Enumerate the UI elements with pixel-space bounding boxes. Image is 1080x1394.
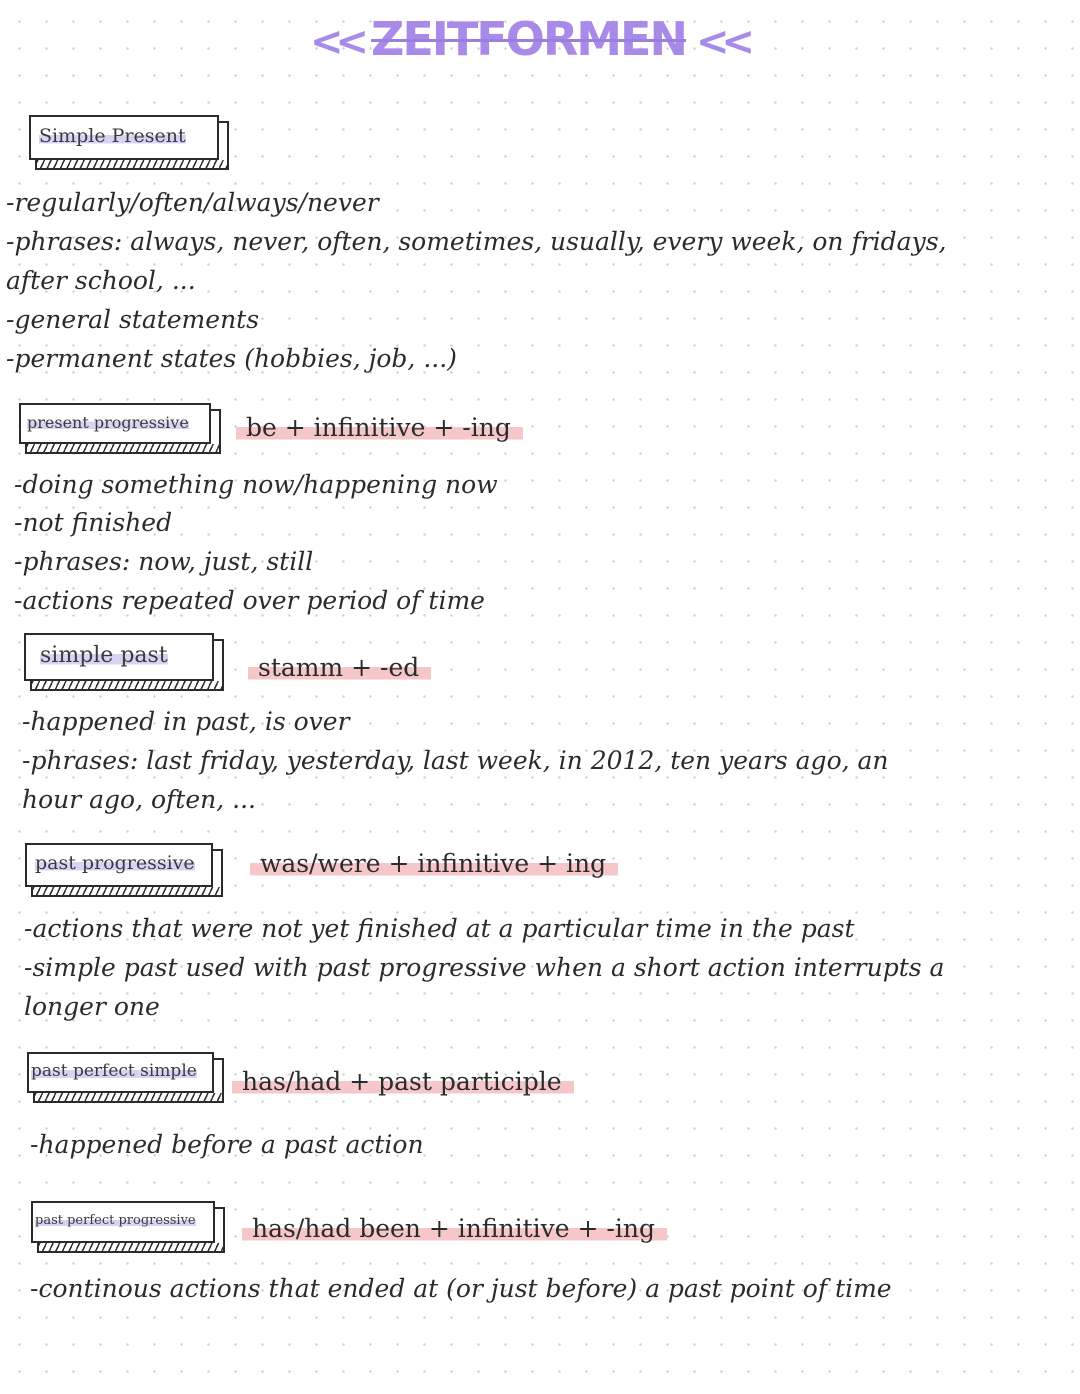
past-progressive-line-1: -actions that were not yet finished at a particular time in the past — [24, 914, 855, 943]
label-simple-present-text: Simple Present — [39, 125, 186, 147]
label-past-perfect-progressive-text: past perfect progressive — [35, 1213, 196, 1228]
past-progressive-line-3: longer one — [24, 992, 160, 1021]
title-arrow-right: << — [695, 19, 747, 65]
label-present-progressive — [19, 403, 211, 444]
simple-present-line-1: -regularly/often/always/never — [6, 188, 379, 217]
title-arrow-left: << — [310, 19, 362, 65]
simple-present-line-4: -general statements — [6, 305, 260, 334]
label-present-progressive-text: present progressive — [27, 413, 189, 432]
present-progressive-line-4: -actions repeated over period of time — [14, 586, 485, 615]
formula-past-perfect-simple: has/had + past participle — [232, 1067, 574, 1096]
past-progressive-line-2: -simple past used with past progressive when a short action interrupts a — [24, 953, 945, 982]
page-title — [300, 12, 747, 66]
formula-past-progressive: was/were + infinitive + ing — [250, 849, 618, 878]
label-past-perfect-simple-text: past perfect simple — [31, 1061, 197, 1081]
label-simple-present — [29, 115, 219, 160]
label-simple-past — [24, 633, 214, 681]
past-perfect-progressive-line-1: -continous actions that ended at (or just before) a past point of time — [30, 1274, 892, 1303]
label-past-progressive-text: past progressive — [35, 852, 195, 874]
formula-present-progressive: be + infinitive + -ing — [236, 413, 523, 442]
simple-past-line-3: hour ago, often, ... — [22, 785, 256, 814]
formula-simple-past: stamm + -ed — [248, 653, 431, 682]
present-progressive-line-2: -not finished — [14, 508, 173, 537]
simple-present-line-2: -phrases: always, never, often, sometimes, usually, every week, on fridays, — [6, 227, 947, 256]
past-perfect-simple-line-1: -happened before a past action — [30, 1130, 424, 1159]
simple-present-line-3: after school, ... — [6, 266, 196, 295]
formula-past-perfect-progressive: has/had been + infinitive + -ing — [242, 1214, 667, 1243]
present-progressive-line-1: -doing something now/happening now — [14, 470, 498, 499]
simple-past-line-1: -happened in past, is over — [22, 707, 350, 736]
label-simple-past-text: simple past — [40, 643, 168, 668]
label-past-perfect-simple — [27, 1052, 214, 1093]
label-past-progressive — [25, 843, 213, 887]
simple-past-line-2: -phrases: last friday, yesterday, last week, in 2012, ten years ago, an — [22, 746, 889, 775]
label-past-perfect-progressive — [31, 1201, 215, 1243]
title-text: ZEITFORMEN — [371, 12, 686, 66]
simple-present-line-5: -permanent states (hobbies, job, ...) — [6, 344, 457, 373]
present-progressive-line-3: -phrases: now, just, still — [14, 547, 314, 576]
